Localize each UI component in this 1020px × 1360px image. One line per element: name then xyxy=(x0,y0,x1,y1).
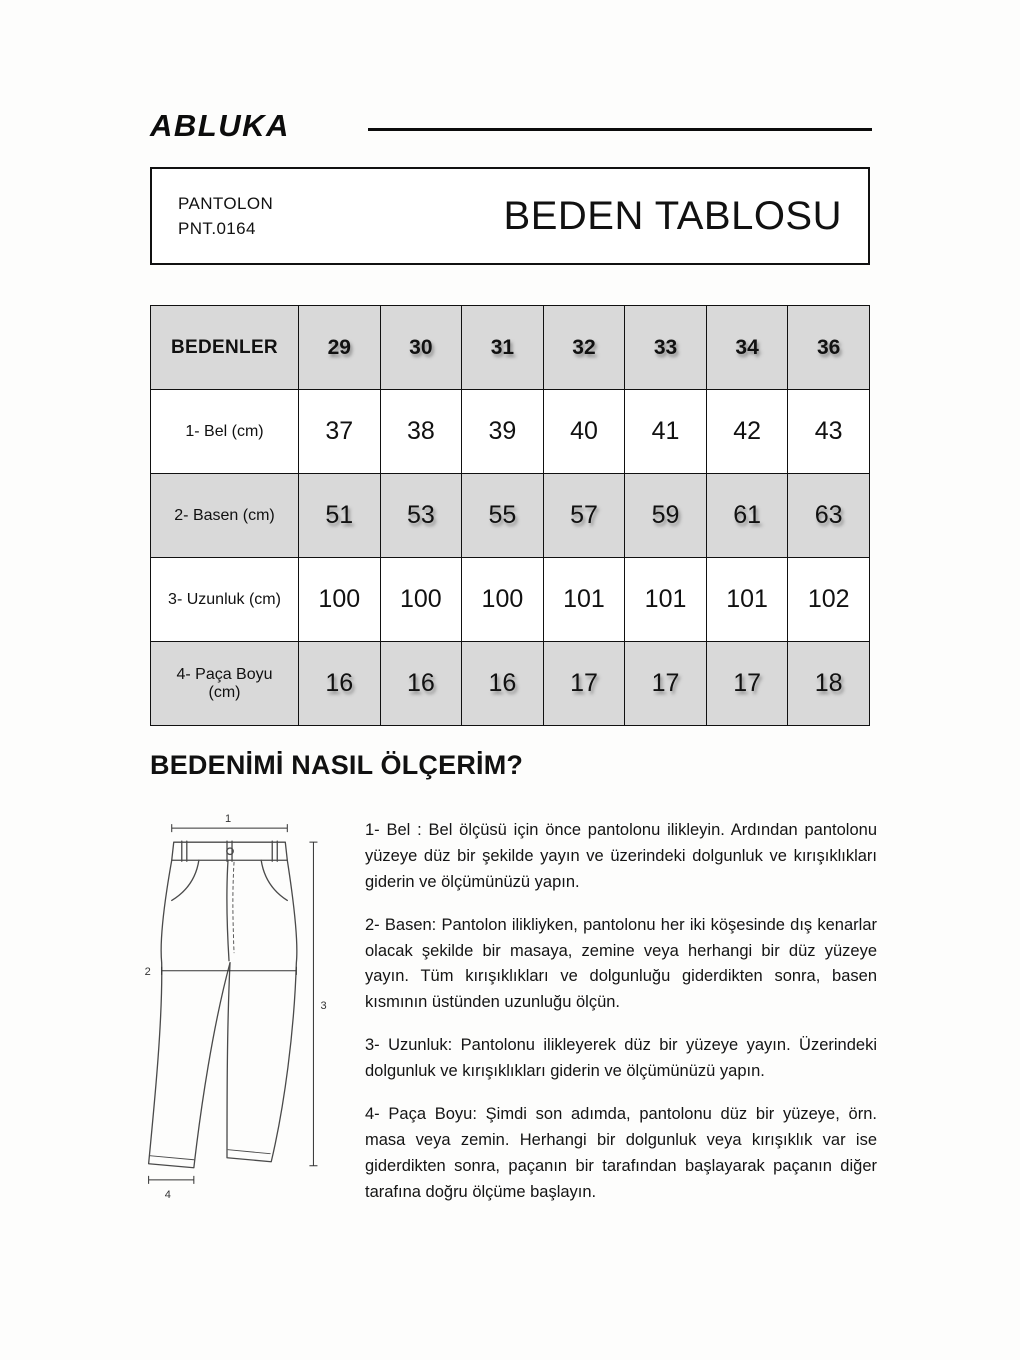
size-column-header: 34 xyxy=(706,306,788,390)
table-row-bel xyxy=(151,390,870,474)
diagram-label-4: 4 xyxy=(164,1188,171,1201)
measure-line-3 xyxy=(309,842,317,1166)
size-value: 43 xyxy=(788,390,870,474)
size-value: 55 xyxy=(462,474,544,558)
table-row-paca-boyu xyxy=(151,642,870,726)
size-value: 53 xyxy=(380,474,462,558)
pants-outline-left xyxy=(149,860,230,1168)
waistband xyxy=(172,842,288,860)
size-value: 63 xyxy=(788,474,870,558)
size-value: 41 xyxy=(625,390,707,474)
size-value: 100 xyxy=(380,558,462,642)
size-column-header: 33 xyxy=(625,306,707,390)
product-type: PANTOLON xyxy=(178,193,274,213)
size-value: 101 xyxy=(625,558,707,642)
size-value: 61 xyxy=(706,474,788,558)
size-value: 17 xyxy=(706,642,788,726)
size-value: 42 xyxy=(706,390,788,474)
size-value: 18 xyxy=(788,642,870,726)
fly-stitch xyxy=(233,862,234,952)
size-chart-title: BEDEN TABLOSU xyxy=(503,193,842,238)
size-value: 16 xyxy=(299,642,381,726)
size-value: 100 xyxy=(299,558,381,642)
product-meta xyxy=(178,191,273,242)
pants-measurement-diagram xyxy=(98,810,354,1212)
table-header-row xyxy=(151,306,870,390)
diagram-label-3: 3 xyxy=(320,999,327,1012)
size-column-header: 32 xyxy=(543,306,625,390)
table-row-uzunluk xyxy=(151,558,870,642)
product-code: PNT.0164 xyxy=(178,219,256,238)
size-value: 101 xyxy=(706,558,788,642)
size-value: 16 xyxy=(380,642,462,726)
row-label: 3- Uzunluk (cm) xyxy=(151,558,299,642)
size-value: 40 xyxy=(543,390,625,474)
size-value: 17 xyxy=(543,642,625,726)
instruction-paragraph-basen: 2- Basen: Pantolon ilikliyken, pantolonu her iki köşesinde dış kenarlar olacak şekilde bir masaya, zemine veya herhangi bir düz yüzeye yayın. Tüm kırışıklıkları ve dolgunluğu giderdikten sonra, basen kısmının üstünden uzunluğu ölçün. xyxy=(365,915,877,1012)
left-pocket xyxy=(172,860,199,900)
row-label: 2- Basen (cm) xyxy=(151,474,299,558)
fly-line xyxy=(227,860,229,961)
row-label: 4- Paça Boyu (cm) xyxy=(151,642,299,726)
size-value: 38 xyxy=(380,390,462,474)
size-column-header: 31 xyxy=(462,306,544,390)
right-pocket xyxy=(261,860,287,900)
diagram-label-1: 1 xyxy=(224,813,232,826)
size-value: 102 xyxy=(788,558,870,642)
instruction-paragraph-paca-boyu: 4- Paça Boyu: Şimdi son adımda, pantolonu düz bir yüzeye, örn. masa veya zemin. Herhangi bir dolgunluk veya kırışıklık var ise giderdikten sonra, paçanın bir tarafından başlayarak paçanın diğer tarafına doğru ölçüme başlayın. xyxy=(365,1105,877,1201)
diagram-label-2: 2 xyxy=(144,965,151,978)
table-row-basen xyxy=(151,474,870,558)
pants-diagram-image xyxy=(98,810,354,1212)
measure-line-4 xyxy=(149,1176,194,1184)
size-value: 17 xyxy=(625,642,707,726)
measure-line-1 xyxy=(172,824,288,832)
size-column-header: 29 xyxy=(299,306,381,390)
size-value: 100 xyxy=(462,558,544,642)
belt-loops xyxy=(182,841,277,861)
size-value: 37 xyxy=(299,390,381,474)
row-label: 1- Bel (cm) xyxy=(151,390,299,474)
instruction-paragraph-bel: 1- Bel : Bel ölçüsü için önce pantolonu ilikleyin. Ardından pantolonu yüzeye düz bir şekilde yayın ve üzerindeki dolgunluk ve kırışıklıkları giderin ve ölçümünüzü yapın. xyxy=(365,821,877,891)
product-info-box xyxy=(150,167,870,265)
size-value: 59 xyxy=(625,474,707,558)
measure-section-heading: BEDENİMİ NASIL ÖLÇERİM? xyxy=(150,750,524,780)
measure-instructions xyxy=(365,818,877,1223)
bedenler-header: BEDENLER xyxy=(151,306,299,390)
size-value: 16 xyxy=(462,642,544,726)
brand-logo: ABLUKA xyxy=(150,108,290,143)
instruction-paragraph-uzunluk: 3- Uzunluk: Pantolonu ilikleyerek düz bir yüzeye yayın. Üzerindeki dolgunluk ve kırışıklıkları giderin ve ölçümünüzü yapın. xyxy=(365,1036,877,1081)
size-column-header: 36 xyxy=(788,306,870,390)
size-value: 39 xyxy=(462,390,544,474)
size-value: 101 xyxy=(543,558,625,642)
hem-stitches xyxy=(150,1150,271,1160)
size-table xyxy=(150,305,870,726)
size-value: 57 xyxy=(543,474,625,558)
size-column-header: 30 xyxy=(380,306,462,390)
pants-outline-right xyxy=(227,860,297,1162)
header-rule xyxy=(368,128,872,131)
size-value: 51 xyxy=(299,474,381,558)
